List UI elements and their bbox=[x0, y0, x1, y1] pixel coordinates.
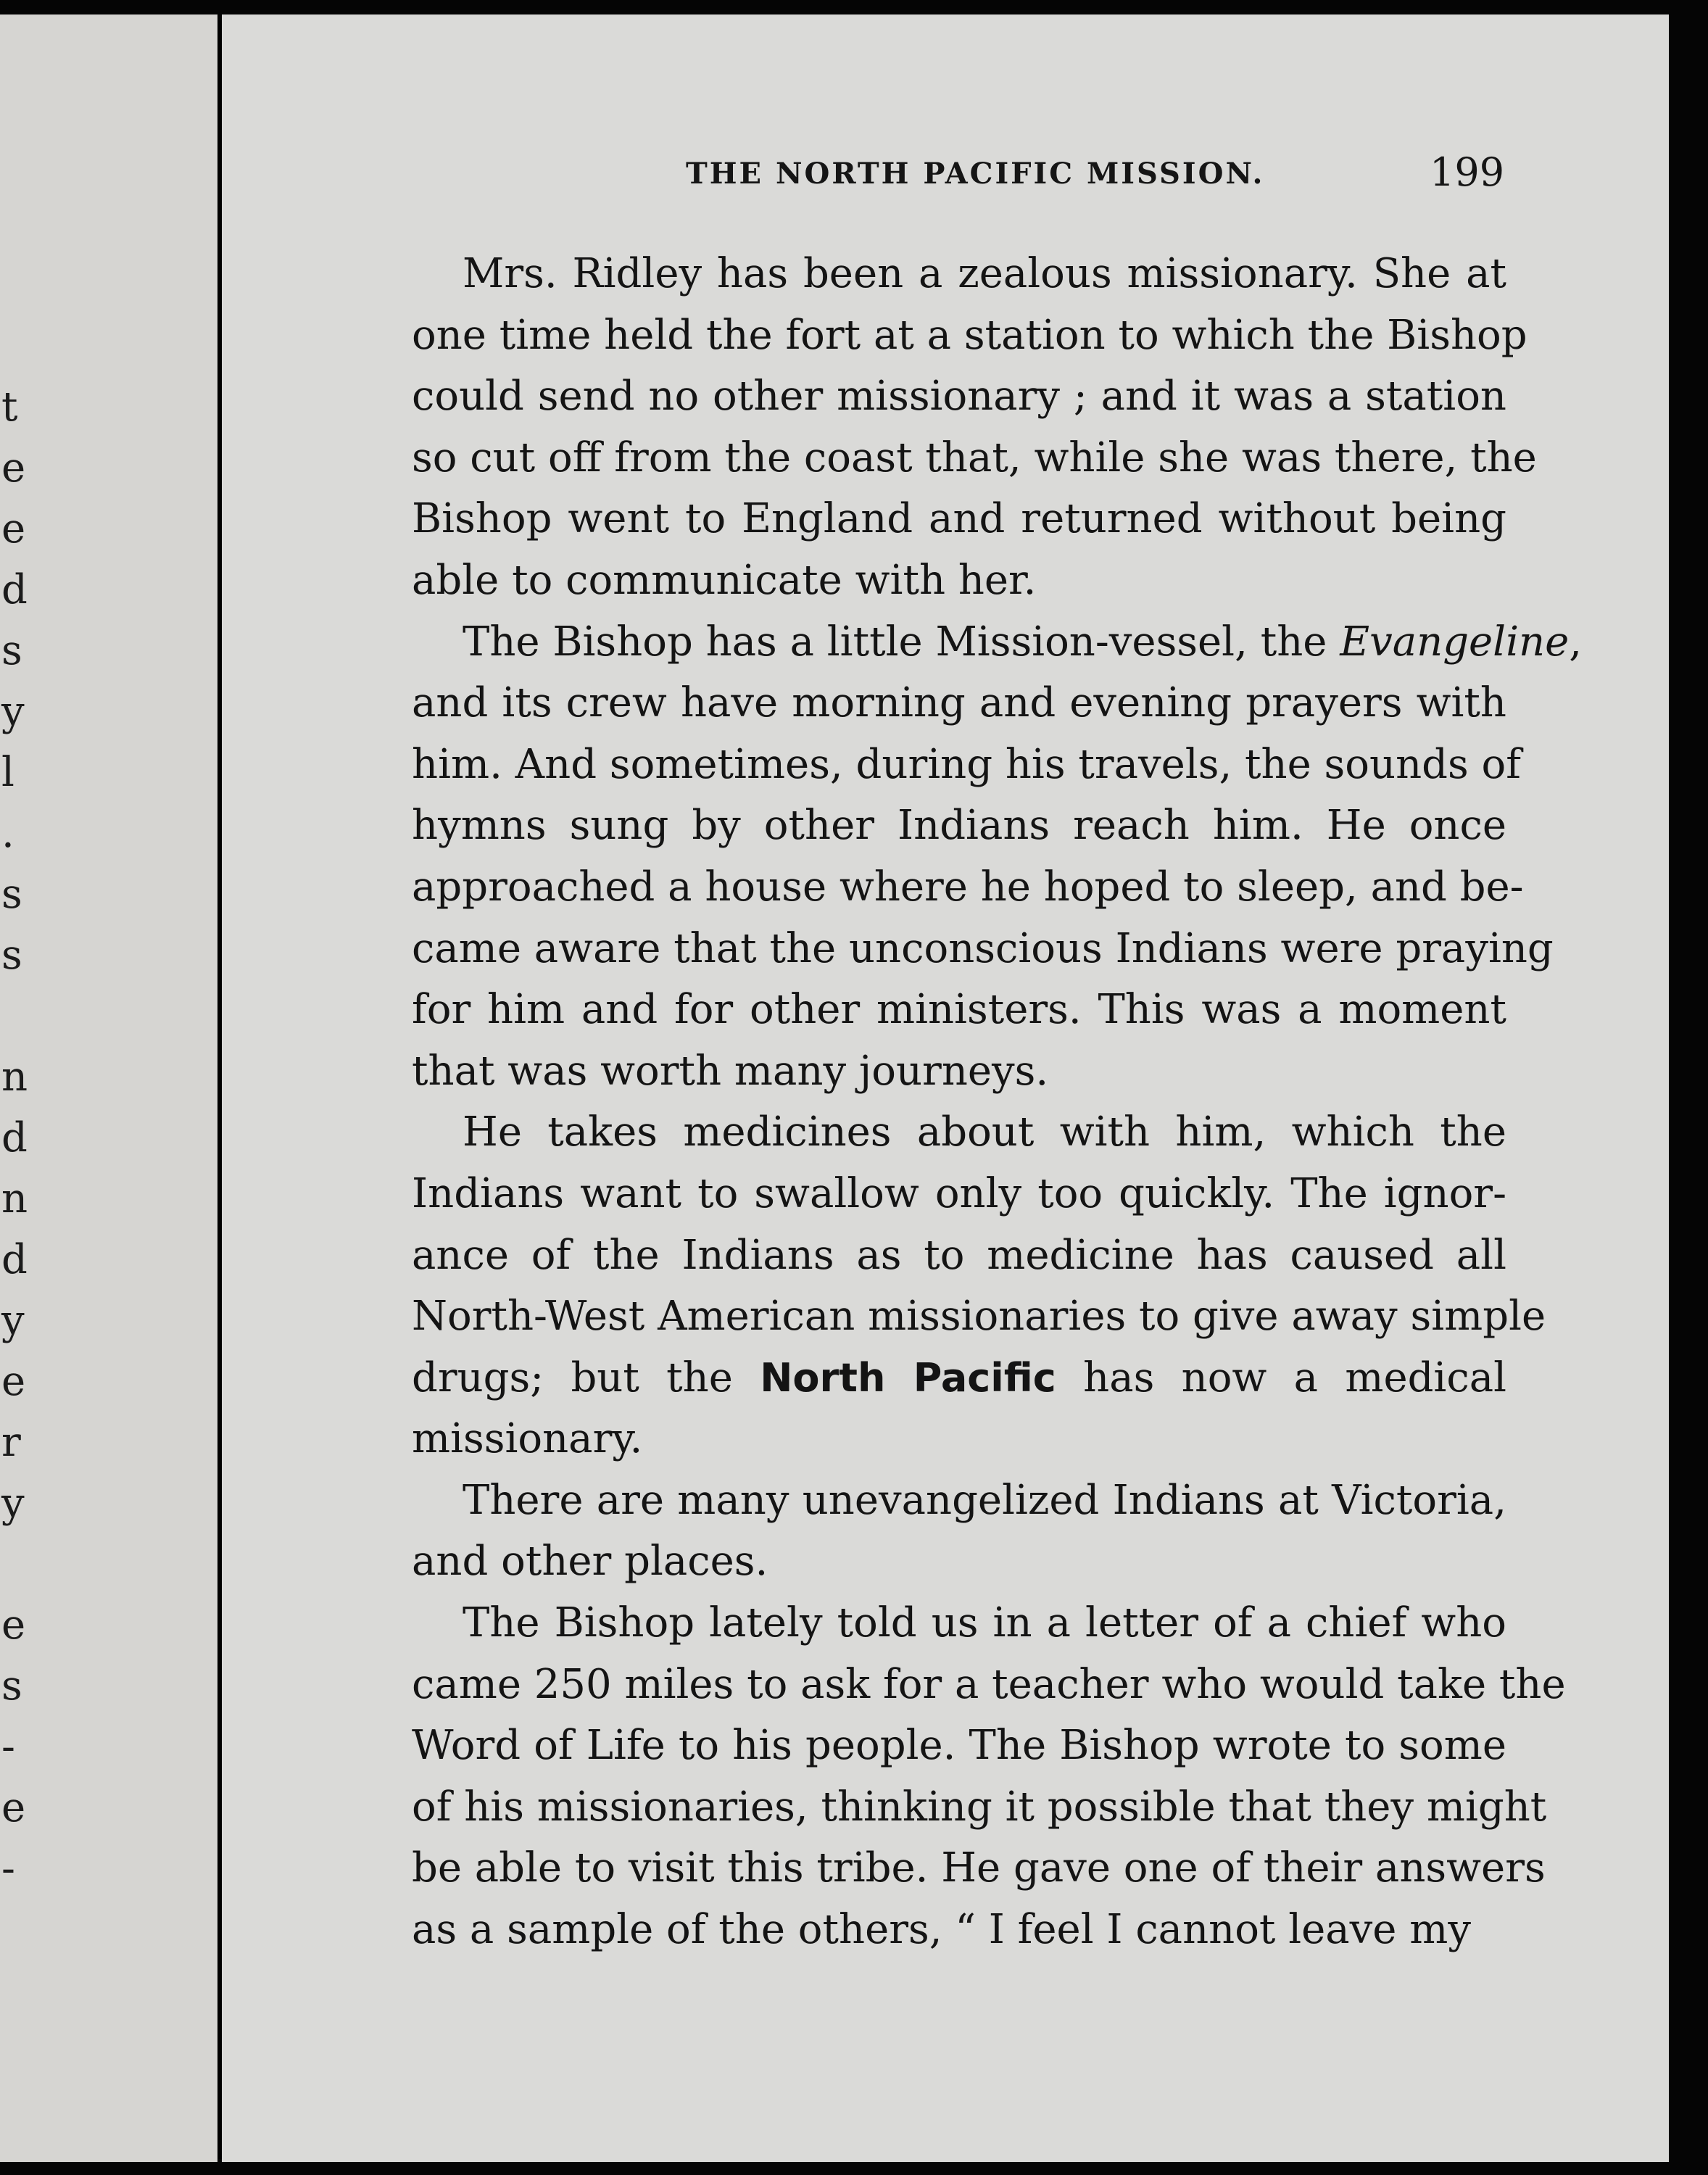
text-segment: as a sample of the others, “ I feel I cannot leave my bbox=[412, 1906, 1471, 1954]
page-number: 199 bbox=[1430, 149, 1505, 195]
text-line bbox=[412, 795, 1506, 857]
text-line bbox=[412, 1777, 1547, 1839]
text-segment: Indians want to swallow only too quickly. The ignor- bbox=[412, 1169, 1506, 1217]
text-line bbox=[412, 1654, 1566, 1716]
text-segment: Bishop went to England and returned without being bbox=[412, 495, 1506, 543]
edge-letter: n bbox=[1, 1053, 28, 1101]
text-line bbox=[412, 305, 1527, 367]
edge-letter: e bbox=[1, 444, 26, 492]
text-line bbox=[412, 919, 1554, 980]
text-line bbox=[412, 1838, 1546, 1900]
edge-letter: e bbox=[1, 1358, 26, 1405]
text-segment: approached a house where he hoped to sleep, and be- bbox=[412, 863, 1524, 911]
edge-letter: s bbox=[1, 1662, 22, 1710]
text-line bbox=[412, 1409, 1506, 1470]
text-line bbox=[412, 1102, 1506, 1164]
paragraph bbox=[412, 1593, 1566, 1961]
text-line bbox=[412, 979, 1506, 1041]
previous-page-text-fragments bbox=[1, 377, 28, 1900]
edge-letter: s bbox=[1, 932, 22, 979]
text-line bbox=[412, 489, 1506, 550]
text-segment: Word of Life to his people. The Bishop wrote to some bbox=[412, 1722, 1506, 1770]
edge-letter: - bbox=[1, 1723, 15, 1770]
text-line bbox=[412, 550, 1506, 612]
text-segment: be able to visit this tribe. He gave one of their answers bbox=[412, 1844, 1546, 1892]
edge-letter: y bbox=[1, 1297, 25, 1344]
text-segment: There are many unevangelized Indians at Victoria, bbox=[463, 1476, 1506, 1524]
text-line bbox=[412, 1593, 1506, 1654]
body-text bbox=[412, 244, 1583, 1961]
text-segment: The Bishop has a little Mission-vessel, the bbox=[463, 618, 1340, 666]
edge-letter: e bbox=[1, 505, 26, 552]
edge-letter: r bbox=[1, 1419, 21, 1466]
paragraph bbox=[412, 1470, 1506, 1593]
text-segment: drugs; but the bbox=[412, 1354, 760, 1401]
edge-letter: d bbox=[1, 1236, 28, 1283]
edge-letter: - bbox=[1, 1845, 15, 1892]
text-line bbox=[412, 1715, 1506, 1777]
edge-letter: n bbox=[1, 1175, 28, 1222]
text-segment: of his missionaries, thinking it possible that they might bbox=[412, 1783, 1547, 1831]
edge-letter: y bbox=[1, 1480, 25, 1527]
text-segment: hymns sung by other Indians reach him. He once bbox=[412, 802, 1506, 850]
text-segment: and its crew have morning and evening prayers with bbox=[412, 679, 1506, 727]
text-segment: him. And sometimes, during his travels, the sounds of bbox=[412, 740, 1521, 788]
edge-letter: t bbox=[1, 384, 18, 431]
text-line bbox=[412, 1164, 1506, 1225]
text-segment: so cut off from the coast that, while she was there, the bbox=[412, 434, 1537, 481]
text-line bbox=[412, 734, 1521, 796]
edge-letter bbox=[1, 1534, 23, 1595]
edge-letter: y bbox=[1, 688, 25, 735]
text-line bbox=[412, 1470, 1506, 1532]
text-line bbox=[412, 244, 1506, 305]
text-segment: that was worth many journeys. bbox=[412, 1047, 1049, 1095]
text-segment: missionary. bbox=[412, 1415, 643, 1463]
vessel-name: Evangeline bbox=[1340, 618, 1570, 666]
text-segment: has now a medical bbox=[1056, 1354, 1506, 1401]
running-head: THE NORTH PACIFIC MISSION. bbox=[686, 157, 1265, 191]
text-line bbox=[412, 1041, 1506, 1103]
text-segment: came aware that the unconscious Indians were praying bbox=[412, 924, 1554, 972]
edge-letter: d bbox=[1, 566, 28, 613]
text-line bbox=[412, 428, 1537, 489]
text-line bbox=[412, 1348, 1506, 1409]
text-line bbox=[412, 673, 1506, 734]
text-segment: able to communicate with her. bbox=[412, 556, 1037, 604]
page-header bbox=[222, 149, 1505, 200]
paragraph bbox=[412, 612, 1583, 1103]
edge-letter: d bbox=[1, 1114, 28, 1161]
edge-letter: e bbox=[1, 1784, 26, 1831]
edge-letter: l bbox=[1, 749, 14, 796]
text-line bbox=[412, 857, 1524, 919]
text-line bbox=[412, 1286, 1546, 1348]
text-segment: one time held the fort at a station to which the Bishop bbox=[412, 311, 1527, 359]
text-segment: and other places. bbox=[412, 1538, 768, 1586]
text-line bbox=[412, 1900, 1506, 1961]
edge-letter: s bbox=[1, 627, 22, 674]
text-segment: North-West American missionaries to give away simple bbox=[412, 1293, 1546, 1341]
edge-letter: s bbox=[1, 871, 22, 918]
mission-name: North Pacific bbox=[760, 1354, 1056, 1401]
text-line bbox=[412, 366, 1506, 428]
text-segment: Mrs. Ridley has been a zealous missionary. She at bbox=[463, 250, 1506, 297]
scan-border bbox=[1669, 0, 1708, 2175]
paragraph bbox=[412, 1102, 1546, 1470]
text-segment: The Bishop lately told us in a letter of a chief who bbox=[463, 1599, 1506, 1647]
text-segment: ance of the Indians as to medicine has caused all bbox=[412, 1231, 1506, 1279]
previous-page-edge bbox=[0, 14, 217, 2162]
edge-letter: e bbox=[1, 1602, 26, 1649]
edge-letter: . bbox=[1, 810, 14, 857]
paragraph bbox=[412, 244, 1537, 612]
text-line bbox=[412, 1531, 1506, 1593]
text-segment: He takes medicines about with him, which the bbox=[463, 1109, 1506, 1156]
book-page bbox=[222, 14, 1669, 2162]
text-line bbox=[412, 612, 1583, 674]
text-segment: could send no other missionary ; and it was a station bbox=[412, 373, 1506, 420]
text-segment: for him and for other ministers. This was a moment bbox=[412, 986, 1506, 1034]
text-line bbox=[412, 1225, 1506, 1287]
edge-letter bbox=[1, 986, 23, 1047]
text-segment: , bbox=[1569, 618, 1583, 666]
text-segment: came 250 miles to ask for a teacher who would take the bbox=[412, 1660, 1566, 1708]
